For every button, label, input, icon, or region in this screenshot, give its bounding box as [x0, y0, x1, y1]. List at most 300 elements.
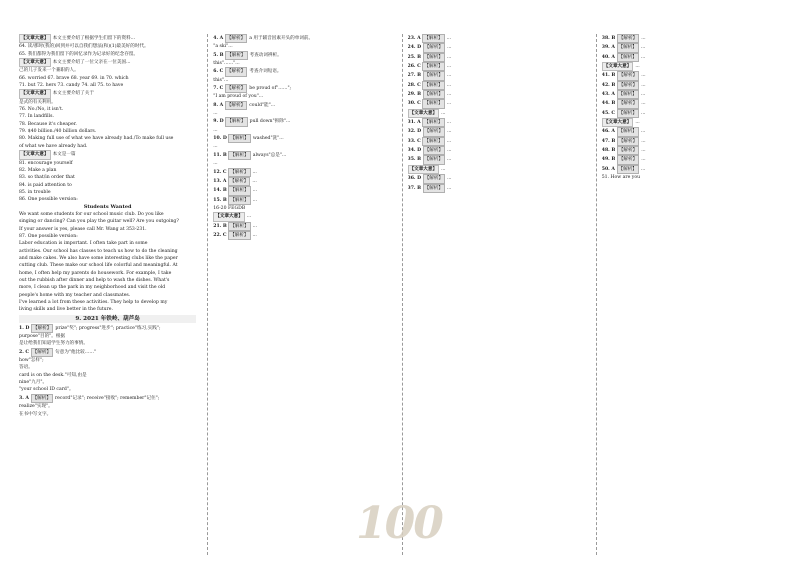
- analysis-tag: 【解析】: [617, 53, 639, 62]
- answer-explanation-line: [602, 53, 779, 62]
- answer-number: 27. B: [407, 73, 423, 79]
- summary-tag: 【文章大意】: [602, 118, 634, 127]
- answer-explanation-line: [408, 118, 585, 127]
- text-line: [19, 240, 196, 247]
- text-columns: [14, 34, 784, 555]
- line-text: purpose"目的"。根据: [19, 334, 66, 340]
- answer-number: 4. A: [213, 36, 225, 41]
- answer-number: 11. B: [213, 152, 229, 158]
- answer-number: 37. B: [407, 185, 423, 191]
- answer-number: 43. A: [601, 92, 617, 98]
- line-text: nine"九月"。: [19, 380, 48, 386]
- text-line: [19, 143, 196, 150]
- analysis-tag: 【解析】: [617, 127, 639, 136]
- line-text: ...: [252, 178, 257, 184]
- column-4: [596, 34, 784, 555]
- line-text: "your school ID card"。: [19, 387, 74, 393]
- answer-number: 26. C: [407, 64, 423, 70]
- line-text: out the rubbish after dinner and help to wash the dishes. What's: [19, 278, 170, 283]
- text-line: [19, 277, 196, 284]
- answer-explanation-line: [408, 146, 585, 155]
- answer-explanation-line: [408, 184, 585, 193]
- text-line: [19, 121, 196, 128]
- line-text: ...: [252, 169, 257, 175]
- line-text: ...: [640, 92, 646, 98]
- article-summary-line: [602, 62, 779, 71]
- analysis-tag: 【解析】: [617, 99, 639, 108]
- answer-number: 46. A: [601, 129, 617, 135]
- analysis-tag: 【解析】: [225, 101, 247, 110]
- summary-tag: 【文章大意】: [408, 109, 440, 118]
- line-text: ...: [641, 101, 646, 107]
- answer-explanation-line: [213, 168, 390, 177]
- text-line: [19, 333, 196, 340]
- line-text: ...: [640, 45, 646, 51]
- answer-number: 8. A: [213, 102, 225, 108]
- line-text: ...: [252, 232, 257, 238]
- answer-explanation-line: [602, 43, 779, 52]
- text-line: [19, 357, 196, 364]
- text-line: [19, 386, 196, 393]
- line-text: how"怎样";: [19, 358, 44, 364]
- answer-number: 50. A: [601, 166, 617, 172]
- answer-explanation-line: [213, 67, 390, 76]
- answer-explanation-line: [213, 34, 390, 43]
- answer-number: 13. A: [213, 178, 229, 184]
- text-line: [19, 43, 196, 50]
- article-summary-line: [19, 150, 196, 159]
- answer-explanation-line: [602, 155, 779, 164]
- text-line: [602, 174, 779, 181]
- line-text: ...: [446, 185, 452, 191]
- text-line: [19, 270, 196, 277]
- line-text: 78. Because it's cheaper.: [19, 121, 77, 127]
- line-text: ...: [446, 64, 452, 70]
- line-text: ...: [446, 101, 452, 107]
- line-text: 本文是一篇: [52, 152, 76, 158]
- answer-number: 1. D: [19, 325, 31, 331]
- answer-number: 7. C: [213, 86, 225, 92]
- analysis-tag: 【解析】: [423, 155, 445, 164]
- analysis-tag: 【解析】: [423, 146, 445, 155]
- column-1: [14, 34, 201, 555]
- line-text: 16-20 FEGDB: [213, 205, 246, 211]
- answer-number: 12. C: [213, 169, 229, 175]
- article-summary-line: [19, 34, 196, 43]
- text-line: [19, 82, 196, 89]
- answer-number: 42. B: [601, 82, 617, 88]
- text-line: [19, 340, 196, 347]
- line-text: 82. Make a plan: [19, 167, 57, 173]
- line-text: ...: [641, 157, 646, 163]
- answer-explanation-line: [19, 348, 196, 357]
- analysis-tag: 【解析】: [422, 118, 444, 127]
- analysis-tag: 【解析】: [228, 222, 250, 231]
- text-line: [213, 93, 390, 100]
- answer-explanation-line: [19, 324, 196, 333]
- line-text: this"……"...: [213, 61, 240, 67]
- analysis-tag: 【解析】: [225, 67, 247, 76]
- summary-tag: 【文章大意】: [19, 58, 51, 67]
- text-line: [19, 364, 196, 371]
- answer-explanation-line: [602, 127, 779, 136]
- article-summary-line: [19, 58, 196, 67]
- answer-explanation-line: [213, 117, 390, 126]
- analysis-tag: 【解析】: [617, 90, 639, 99]
- text-line: [19, 174, 196, 181]
- line-text: ...: [635, 120, 640, 126]
- analysis-tag: 【解析】: [423, 174, 445, 183]
- line-text: ...: [252, 197, 258, 203]
- line-text: be proud of"……";: [249, 86, 292, 92]
- answer-explanation-line: [602, 71, 779, 80]
- line-text: 本文主要介绍了一位父亲在一位美国...: [52, 60, 131, 66]
- text-line: [19, 284, 196, 291]
- line-text: "I am proud of you"...: [213, 94, 264, 100]
- text-line: [19, 411, 196, 418]
- answer-explanation-line: [213, 231, 390, 240]
- analysis-tag: 【解析】: [423, 90, 445, 99]
- answer-number: 49. B: [601, 157, 617, 163]
- line-text: 本文主要介绍了关于: [52, 91, 94, 97]
- text-line: [213, 110, 390, 117]
- analysis-tag: 【解析】: [225, 34, 247, 43]
- answer-explanation-line: [408, 127, 585, 136]
- answer-explanation-line: [213, 84, 390, 93]
- analysis-tag: 【解析】: [228, 134, 250, 143]
- answer-explanation-line: [213, 177, 390, 186]
- line-text: ...: [447, 148, 452, 154]
- line-text: ...: [213, 161, 218, 167]
- line-text: 86. One possible version:: [19, 197, 78, 203]
- line-text: could"能"...: [249, 102, 276, 108]
- line-text: this"...: [213, 77, 229, 83]
- answer-explanation-line: [19, 394, 196, 403]
- line-text: 76. No./No, it isn't.: [19, 107, 64, 113]
- analysis-tag: 【解析】: [31, 348, 53, 357]
- text-line: [213, 127, 390, 134]
- line-text: If your answer is yes, please call Mr. Wang at 353-231.: [19, 226, 147, 232]
- line-text: 77. In landfills.: [19, 114, 54, 120]
- analysis-tag: 【解析】: [228, 168, 250, 177]
- analysis-tag: 【解析】: [617, 34, 639, 43]
- line-text: ...: [246, 214, 252, 220]
- line-text: a 用于辅音因素开头的单词前。: [249, 36, 314, 41]
- answer-explanation-line: [602, 99, 779, 108]
- answer-number: 3. A: [19, 395, 31, 401]
- answer-explanation-line: [408, 34, 585, 43]
- text-line: [213, 160, 390, 167]
- text-line: [19, 233, 196, 240]
- line-text: of what we have already had.: [19, 143, 88, 149]
- line-text: 79. $40 billion./40 billion dollars.: [19, 129, 97, 135]
- line-text: ...: [446, 157, 452, 163]
- line-text: ...: [213, 127, 218, 133]
- text-line: [19, 211, 196, 218]
- line-text: ...: [640, 54, 646, 60]
- line-text: home, I often help my parents do housework. For example, I take: [19, 270, 172, 276]
- analysis-tag: 【解析】: [228, 231, 250, 240]
- text-line: [19, 182, 196, 189]
- line-text: ...: [447, 45, 452, 51]
- line-text: people's home with my teacher and classmates.: [19, 292, 131, 298]
- answer-number: 15. B: [213, 197, 229, 203]
- text-line: [19, 113, 196, 120]
- line-text: 84. is paid attention to: [19, 182, 72, 188]
- line-text: record"记录"; receive"接收"; remember"记住";: [54, 395, 160, 401]
- article-summary-line: [408, 165, 585, 174]
- answer-explanation-line: [602, 146, 779, 155]
- answer-number: 35. B: [407, 157, 423, 163]
- line-text: 在书中写文字。: [19, 411, 52, 417]
- line-text: prize"奖"; progress"进步"; practice"练习,实践";: [55, 325, 161, 331]
- line-text: pull down"拆除"...: [249, 119, 291, 125]
- summary-tag: 【文章大意】: [19, 34, 51, 43]
- text-line: [19, 218, 196, 225]
- summary-tag: 【文章大意】: [19, 150, 51, 159]
- answer-number: 36. D: [407, 176, 423, 182]
- answer-explanation-line: [602, 34, 779, 43]
- line-text: ...: [252, 223, 258, 229]
- answer-explanation-line: [213, 134, 390, 143]
- answer-number: 14. B: [213, 188, 229, 194]
- line-text: ...: [635, 64, 640, 70]
- analysis-tag: 【解析】: [31, 394, 53, 403]
- text-line: [19, 255, 196, 262]
- line-text: ...: [446, 73, 452, 79]
- line-text: 64. 读/那时(我的)回到并可以自我们想法(和)(1)最美好的时代。: [19, 44, 149, 50]
- line-text: 87. One possible version:: [19, 233, 78, 239]
- line-text: ...: [641, 73, 646, 79]
- line-text: We want some students for our school music club. Do you like: [19, 211, 164, 217]
- text-line: [19, 167, 196, 174]
- answer-number: 21. B: [213, 223, 229, 229]
- analysis-tag: 【解析】: [228, 177, 250, 186]
- analysis-tag: 【解析】: [422, 137, 444, 146]
- line-text: ...: [441, 166, 446, 172]
- text-line: [19, 379, 196, 386]
- text-line: [19, 189, 196, 196]
- answer-number: 22. C: [213, 232, 229, 238]
- line-text: 81. encourage yourself: [19, 160, 73, 166]
- line-text: ...: [213, 111, 218, 117]
- line-text: always"总是"...: [252, 152, 287, 158]
- line-text: 句意为"他比较……": [55, 349, 97, 355]
- answer-number: 33. C: [407, 138, 423, 144]
- answer-number: 41. B: [601, 73, 617, 79]
- analysis-tag: 【解析】: [423, 184, 445, 193]
- line-text: more, I clean up the park in my neighborhood and visit the old: [19, 285, 166, 291]
- line-text: ...: [446, 120, 452, 126]
- line-text: ...: [213, 144, 218, 150]
- line-text: 己的儿子发来一个兼职的人。: [19, 68, 79, 74]
- analysis-tag: 【解析】: [422, 62, 444, 71]
- answer-number: 32. D: [407, 129, 423, 135]
- text-line: [19, 75, 196, 82]
- line-text: activities. Our school has classes to teach us how to do the cleaning: [19, 248, 178, 254]
- summary-tag: 【文章大意】: [408, 165, 440, 174]
- line-text: 是式的有关利用。: [19, 99, 56, 105]
- text-line: [213, 60, 390, 67]
- answer-explanation-line: [602, 137, 779, 146]
- analysis-tag: 【解析】: [228, 151, 250, 160]
- text-line: [19, 67, 196, 74]
- line-text: I've learned a lot from these activities. They help to develop my: [19, 300, 168, 306]
- text-line: [19, 372, 196, 379]
- analysis-tag: 【解析】: [225, 51, 247, 60]
- text-line: [19, 99, 196, 106]
- column-3: [402, 34, 590, 555]
- line-text: card is on the desk."可知,由是: [19, 372, 87, 378]
- text-line: [19, 403, 196, 410]
- answer-number: 9. D: [213, 119, 226, 125]
- text-line: [19, 196, 196, 203]
- analysis-tag: 【解析】: [422, 81, 444, 90]
- answer-explanation-line: [408, 43, 585, 52]
- text-line: [19, 299, 196, 306]
- summary-tag: 【文章大意】: [602, 62, 634, 71]
- answer-number: 45. C: [601, 110, 617, 116]
- text-line: [19, 135, 196, 142]
- analysis-tag: 【解析】: [617, 155, 639, 164]
- answer-explanation-line: [213, 151, 390, 160]
- answer-explanation-line: [408, 174, 585, 183]
- line-text: ...: [641, 36, 646, 41]
- section-heading: 9. 2021 年铁岭、葫芦岛: [19, 315, 196, 323]
- answer-explanation-line: [213, 222, 390, 231]
- line-text: ...: [641, 138, 646, 144]
- analysis-tag: 【解析】: [617, 71, 639, 80]
- answer-number: 28. C: [407, 82, 423, 88]
- line-text: 答语。: [19, 365, 33, 371]
- essay-title: Students Wanted: [83, 203, 132, 210]
- page-number-watermark: 100: [356, 498, 442, 549]
- line-text: 80. Making full use of what we have already had./To make full use: [19, 136, 174, 142]
- answer-number: 24. D: [407, 45, 423, 51]
- answer-number: 29. B: [407, 92, 423, 98]
- line-text: ...: [446, 92, 452, 98]
- line-text: and make cakes. We also have some interesting clubs like the paper: [19, 255, 178, 261]
- analysis-tag: 【解析】: [228, 186, 250, 195]
- answer-explanation-line: [408, 53, 585, 62]
- line-text: 71. but 72. hers 73. candy 74. all 75. to have: [19, 83, 124, 89]
- answer-number: 48. B: [601, 148, 617, 154]
- answer-explanation-line: [602, 90, 779, 99]
- text-line: [19, 292, 196, 299]
- text-line: [19, 248, 196, 255]
- analysis-tag: 【解析】: [617, 137, 639, 146]
- article-summary-line: [213, 212, 390, 221]
- answer-explanation-line: [408, 71, 585, 80]
- analysis-tag: 【解析】: [31, 324, 53, 333]
- answer-number: 38. B: [601, 36, 617, 41]
- text-line: [19, 160, 196, 167]
- analysis-tag: 【解析】: [423, 43, 445, 52]
- answer-explanation-line: [602, 165, 779, 174]
- text-line: [213, 43, 390, 50]
- analysis-tag: 【解析】: [228, 196, 250, 205]
- answer-explanation-line: [408, 99, 585, 108]
- analysis-tag: 【解析】: [422, 34, 444, 43]
- line-text: 65. 我们都得为我们留下的回忆录作为记录好的纪念存留。: [19, 51, 139, 57]
- line-text: ...: [446, 36, 452, 41]
- line-text: ...: [446, 138, 452, 144]
- line-text: 考查介词短语。: [249, 69, 282, 75]
- answer-explanation-line: [213, 186, 390, 195]
- analysis-tag: 【解析】: [423, 71, 445, 80]
- analysis-tag: 【解析】: [225, 117, 247, 126]
- answer-number: 6. C: [213, 69, 225, 75]
- line-text: Labor education is important. I often take part in some: [19, 241, 148, 247]
- line-text: ...: [446, 82, 452, 88]
- answer-number: 47. B: [601, 138, 617, 144]
- article-summary-line: [19, 89, 196, 98]
- line-text: 本文主要介绍了根据学生们留下的资料...: [52, 36, 136, 41]
- answer-explanation-line: [408, 90, 585, 99]
- answer-number: 5. B: [213, 52, 226, 58]
- answer-number: 10. D: [213, 136, 229, 142]
- line-text: ...: [447, 129, 452, 135]
- answer-explanation-line: [408, 81, 585, 90]
- analysis-tag: 【解析】: [617, 81, 639, 90]
- analysis-tag: 【解析】: [617, 165, 639, 174]
- answer-number: 25. B: [407, 54, 423, 60]
- answer-number: 30. C: [407, 101, 423, 107]
- answer-number: 44. B: [601, 101, 617, 107]
- text-line: [19, 306, 196, 313]
- analysis-tag: 【解析】: [617, 109, 639, 118]
- text-line: [19, 226, 196, 233]
- answer-number: 34. D: [407, 148, 423, 154]
- line-text: ...: [441, 110, 446, 116]
- text-line: [213, 143, 390, 150]
- line-text: 是让给我们知道学生努力的事情。: [19, 341, 88, 347]
- line-text: ...: [640, 166, 646, 172]
- article-summary-line: [602, 118, 779, 127]
- answer-explanation-line: [602, 109, 779, 118]
- answer-number: 39. A: [601, 45, 617, 51]
- answer-explanation-line: [213, 51, 390, 60]
- text-line: [19, 51, 196, 58]
- column-2: [207, 34, 395, 555]
- line-text: ...: [641, 82, 646, 88]
- analysis-tag: 【解析】: [617, 43, 639, 52]
- line-text: 85. in trouble: [19, 189, 51, 195]
- text-line: [19, 262, 196, 269]
- answer-explanation-line: [213, 196, 390, 205]
- analysis-tag: 【解析】: [422, 99, 444, 108]
- line-text: washed"洗"...: [252, 136, 284, 142]
- line-text: ...: [447, 176, 452, 182]
- line-text: 83. so that/in order that: [19, 175, 75, 181]
- analysis-tag: 【解析】: [423, 53, 445, 62]
- analysis-tag: 【解析】: [423, 127, 445, 136]
- line-text: 51. How are you: [601, 175, 641, 181]
- text-line: [19, 106, 196, 113]
- summary-tag: 【文章大意】: [19, 89, 51, 98]
- line-text: singing or dancing? Can you play the guitar well? Are you outgoing?: [19, 219, 179, 225]
- answer-explanation-line: [408, 137, 585, 146]
- article-summary-line: [408, 109, 585, 118]
- answer-number: 40. A: [601, 54, 617, 60]
- answer-number: 2. C: [19, 349, 31, 355]
- line-text: ...: [252, 188, 258, 194]
- summary-tag: 【文章大意】: [213, 212, 245, 221]
- line-text: cutting club. These make our school life colorful and meaningful. At: [19, 263, 178, 269]
- line-text: "a ski"...: [213, 44, 233, 50]
- answer-number: 23. A: [407, 36, 423, 41]
- answer-number: 31. A: [407, 120, 423, 126]
